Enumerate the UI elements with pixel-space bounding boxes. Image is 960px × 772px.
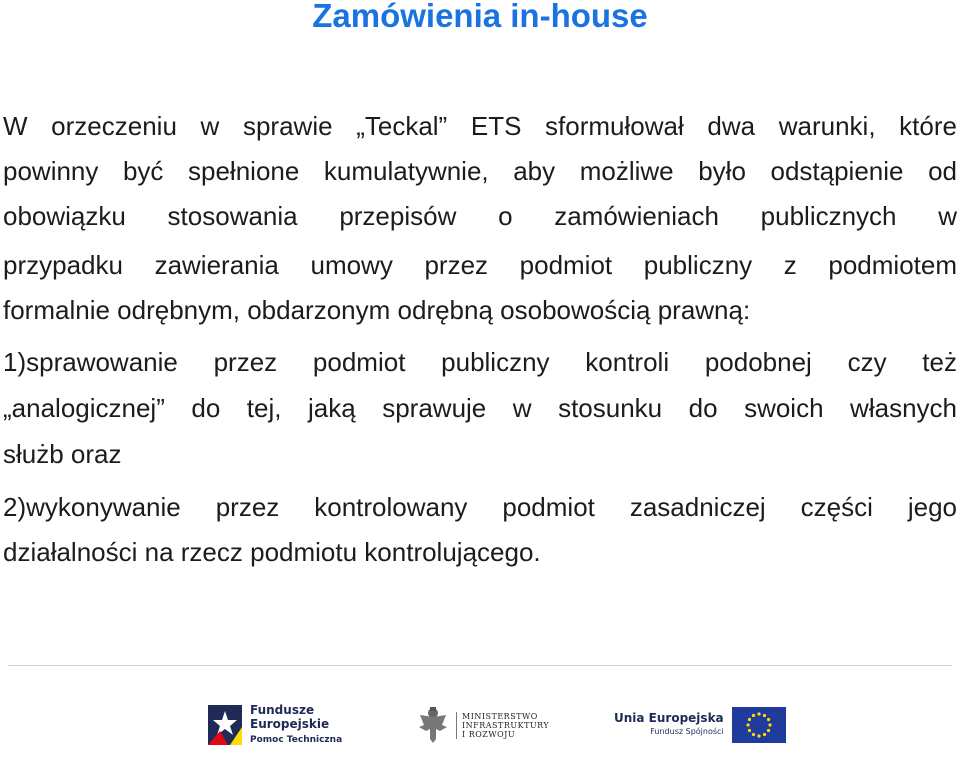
eu-star: [757, 734, 760, 737]
eu-logo: [614, 697, 786, 753]
slide-title: Zamówienia in-house: [312, 0, 648, 34]
eu-star: [746, 723, 749, 726]
eu-star: [748, 729, 751, 732]
eu-star: [763, 733, 766, 736]
ministry-logo: [416, 697, 549, 753]
eu-star: [752, 714, 755, 717]
ministry-line2: INFRASTRUKTURY: [462, 720, 550, 730]
eu-line2: Fundusz Spójności: [650, 727, 724, 736]
condition-1-line: „analogicznej” do tej, jaką sprawuje w stosunku do swoich własnych: [3, 393, 957, 423]
condition-1-line: 1)sprawowanie przez podmiot publiczny kontroli podobnej czy też: [3, 347, 957, 377]
eu-star: [768, 723, 771, 726]
paragraph-line: obowiązku stosowania przepisów o zamówieniach publicznych w: [3, 201, 957, 231]
fe-line2: Europejskie: [250, 717, 330, 731]
eu-flag-icon: [732, 707, 786, 743]
fe-star-icon: [208, 705, 242, 745]
eu-star: [748, 718, 751, 721]
eu-star: [752, 733, 755, 736]
ministry-line1: MINISTERSTWO: [462, 711, 538, 721]
eu-star: [767, 729, 770, 732]
condition-2-line: 2)wykonywanie przez kontrolowany podmiot zasadniczej części jego: [3, 492, 957, 522]
eagle-emblem-icon: [416, 705, 450, 745]
paragraph-line: formalnie odrębnym, obdarzonym odrębną osobowością prawną:: [3, 295, 751, 325]
eu-star: [763, 714, 766, 717]
condition-2-line: działalności na rzecz podmiotu kontrolującego.: [3, 537, 541, 567]
eu-line1: Unia Europejska: [614, 711, 724, 725]
eu-star: [757, 712, 760, 715]
fe-line1: Fundusze: [250, 703, 315, 717]
paragraph-line: powinny być spełnione kumulatywnie, aby możliwe było odstąpienie od: [3, 156, 957, 186]
paragraph-line: W orzeczeniu w sprawie „Teckal” ETS sformułował dwa warunki, które: [3, 111, 957, 141]
eu-star: [767, 718, 770, 721]
condition-1-line: służb oraz: [3, 439, 122, 469]
fundusze-europejskie-logo: [208, 697, 342, 753]
fe-line3: Pomoc Techniczna: [250, 735, 343, 745]
paragraph-line: przypadku zawierania umowy przez podmiot publiczny z podmiotem: [3, 250, 957, 280]
footer-divider: [8, 665, 952, 666]
ministry-line3: I ROZWOJU: [462, 729, 516, 739]
